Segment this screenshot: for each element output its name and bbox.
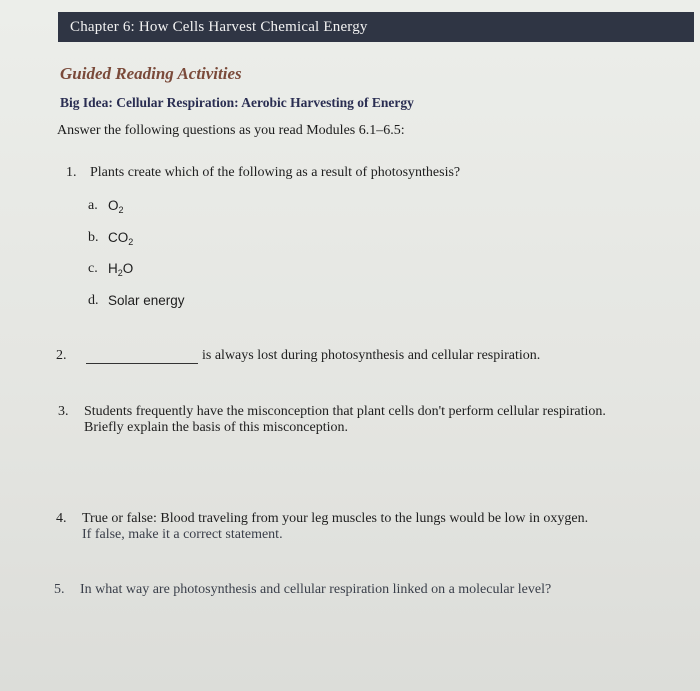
question-text: In what way are photosynthesis and cellular respiration linked on a molecular level? — [80, 582, 552, 597]
question-text-line-1: Students frequently have the misconception that plant cells don't perform cellular respiration. — [84, 404, 606, 419]
question-text-line-2: If false, make it a correct statement. — [82, 527, 283, 542]
option-letter: b. — [88, 230, 99, 245]
option-value: $H_2O$ — [108, 261, 134, 278]
chapter-title-bar — [58, 12, 694, 42]
option-value: Solar energy — [108, 293, 185, 308]
question-number: 2. — [56, 348, 67, 363]
big-idea: Big Idea: Cellular Respiration: Aerobic Harvesting of Energy — [60, 95, 414, 110]
question-text-line-2: Briefly explain the basis of this misconception. — [84, 420, 349, 435]
option-value: $O_2$ — [108, 198, 124, 215]
worksheet-title: Guided Reading Activities — [60, 64, 242, 83]
question-number: 1. — [66, 165, 77, 180]
instructions: Answer the following questions as you read Modules 6.1–6.5: — [57, 123, 405, 138]
question-number: 3. — [58, 404, 69, 419]
question-text: is always lost during photosynthesis and cellular respiration. — [202, 348, 541, 363]
option-letter: c. — [88, 261, 98, 276]
option-letter: a. — [88, 198, 98, 213]
option-value: $CO_2$ — [108, 230, 134, 247]
question-number: 4. — [56, 511, 67, 526]
question-text: Plants create which of the following as a result of photosynthesis? — [90, 165, 461, 180]
chapter-title: Chapter 6: How Cells Harvest Chemical Energy — [70, 19, 368, 35]
answer-blank — [86, 363, 198, 364]
question-text-line-1: True or false: Blood traveling from your leg muscles to the lungs would be low in oxygen. — [82, 511, 589, 526]
option-letter: d. — [88, 293, 99, 308]
question-number: 5. — [54, 582, 65, 597]
